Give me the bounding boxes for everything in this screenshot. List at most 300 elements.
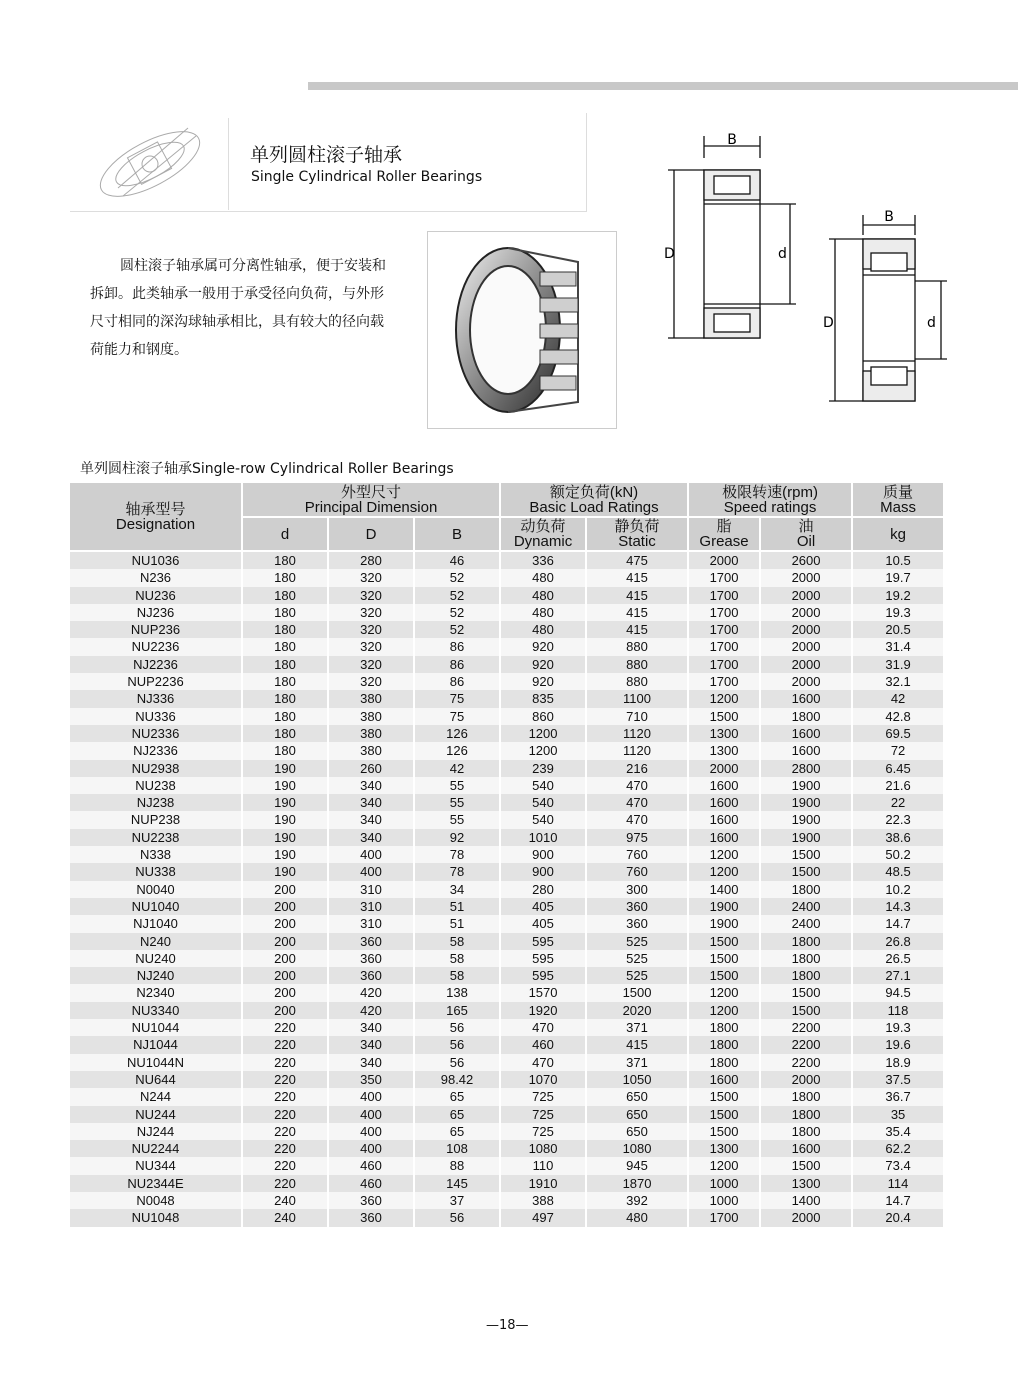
table-row [70, 1088, 944, 1105]
table-cell: 388 [500, 1192, 586, 1209]
table-cell: 1300 [688, 1140, 760, 1157]
table-cell: 371 [586, 1019, 688, 1036]
table-cell: 480 [500, 569, 586, 586]
table-cell: NJ2336 [70, 742, 242, 759]
table-cell: 200 [242, 933, 328, 950]
table-cell: 470 [586, 811, 688, 828]
table-row [70, 656, 944, 673]
table-cell: 1000 [688, 1175, 760, 1192]
table-cell: 310 [328, 898, 414, 915]
load-en: Basic Load Ratings [529, 498, 659, 516]
table-cell: 300 [586, 881, 688, 898]
table-cell: 1120 [586, 742, 688, 759]
table-cell: 420 [328, 984, 414, 1001]
table-cell: 200 [242, 881, 328, 898]
table-cell: 392 [586, 1192, 688, 1209]
table-cell: 595 [500, 967, 586, 984]
table-row [70, 1054, 944, 1071]
table-row [70, 604, 944, 621]
table-cell: 710 [586, 708, 688, 725]
table-cell: 340 [328, 811, 414, 828]
table-cell: 78 [414, 846, 500, 863]
table-cell: 14.3 [852, 898, 944, 915]
table-cell: 42.8 [852, 708, 944, 725]
table-cell: 180 [242, 551, 328, 569]
table-cell: 400 [328, 1140, 414, 1157]
table-cell: 42 [852, 690, 944, 707]
table-row [70, 950, 944, 967]
table-cell: 1500 [688, 1088, 760, 1105]
table-cell: 2200 [760, 1036, 852, 1053]
speed-en: Speed ratings [723, 498, 817, 516]
table-cell: 220 [242, 1140, 328, 1157]
table-cell: 1500 [760, 1002, 852, 1019]
table-cell: 51 [414, 915, 500, 932]
table-cell: 360 [328, 950, 414, 967]
bearing-sketch-icon [78, 118, 229, 210]
table-row [70, 621, 944, 638]
table-cell: 88 [414, 1157, 500, 1174]
table-cell: 1500 [688, 933, 760, 950]
table-cell: 126 [414, 742, 500, 759]
table-cell: 37 [414, 1192, 500, 1209]
table-cell: 1800 [760, 881, 852, 898]
table-cell: 220 [242, 1019, 328, 1036]
table-cell: 1080 [586, 1140, 688, 1157]
table-cell: 475 [586, 551, 688, 569]
table-cell: 42 [414, 760, 500, 777]
table-cell: 200 [242, 898, 328, 915]
table-cell: 200 [242, 950, 328, 967]
table-cell: 1500 [688, 950, 760, 967]
table-cell: 725 [500, 1088, 586, 1105]
table-cell: 1010 [500, 829, 586, 846]
table-title: 单列圆柱滚子轴承Single-row Cylindrical Roller Bearings [80, 461, 454, 477]
table-cell: 55 [414, 794, 500, 811]
table-cell: 240 [242, 1209, 328, 1226]
table-cell: 26.8 [852, 933, 944, 950]
table-cell: 1800 [688, 1036, 760, 1053]
table-row [70, 967, 944, 984]
table-cell: 1200 [500, 725, 586, 742]
oil-cn: 油 [798, 518, 814, 535]
table-cell: 2000 [688, 551, 760, 569]
table-cell: 19.3 [852, 604, 944, 621]
table-cell: 340 [328, 794, 414, 811]
table-cell: 350 [328, 1071, 414, 1088]
table-cell: NJ244 [70, 1123, 242, 1140]
table-cell: 420 [328, 1002, 414, 1019]
table-cell: 14.7 [852, 1192, 944, 1209]
table-cell: 38.6 [852, 829, 944, 846]
table-cell: NU2336 [70, 725, 242, 742]
table-row [70, 1140, 944, 1157]
table-cell: 1700 [688, 1209, 760, 1226]
table-cell: 480 [586, 1209, 688, 1226]
table-cell: 190 [242, 863, 328, 880]
table-cell: 1700 [688, 638, 760, 655]
table-cell: N0040 [70, 881, 242, 898]
table-cell: 920 [500, 638, 586, 655]
table-cell: 98.42 [414, 1071, 500, 1088]
label-inner-d: d [778, 246, 787, 262]
table-cell: 1600 [760, 690, 852, 707]
table-cell: 1700 [688, 569, 760, 586]
table-cell: 27.1 [852, 967, 944, 984]
mass-cn: 质量 [883, 483, 914, 501]
table-cell: 380 [328, 742, 414, 759]
table-cell: 1600 [688, 811, 760, 828]
table-row [70, 1157, 944, 1174]
table-cell: 200 [242, 1002, 328, 1019]
table-cell: 360 [328, 967, 414, 984]
table-cell: NU2344E [70, 1175, 242, 1192]
table-cell: 200 [242, 915, 328, 932]
table-cell: 320 [328, 621, 414, 638]
description [90, 252, 390, 364]
table-cell: 360 [328, 933, 414, 950]
col-oil [760, 517, 852, 551]
table-cell: 2000 [760, 1071, 852, 1088]
table-cell: 75 [414, 690, 500, 707]
table-cell: 110 [500, 1157, 586, 1174]
table-cell: 35.4 [852, 1123, 944, 1140]
table-cell: 1700 [688, 673, 760, 690]
table-cell: 460 [328, 1175, 414, 1192]
table-cell: 320 [328, 587, 414, 604]
table-cell: NU344 [70, 1157, 242, 1174]
table-cell: 415 [586, 587, 688, 604]
table-cell: 190 [242, 794, 328, 811]
table-cell: 340 [328, 1054, 414, 1071]
table-cell: 340 [328, 829, 414, 846]
table-cell: 75 [414, 708, 500, 725]
table-cell: 320 [328, 638, 414, 655]
table-cell: 320 [328, 604, 414, 621]
table-cell: 595 [500, 933, 586, 950]
table-cell: 360 [586, 915, 688, 932]
table-cell: 126 [414, 725, 500, 742]
table-cell: 1400 [760, 1192, 852, 1209]
table-cell: 1600 [688, 777, 760, 794]
table-cell: 880 [586, 638, 688, 655]
table-cell: 6.45 [852, 760, 944, 777]
table-row [70, 846, 944, 863]
table-cell: 1700 [688, 604, 760, 621]
table-row [70, 777, 944, 794]
table-cell: 190 [242, 829, 328, 846]
col-grease [688, 517, 760, 551]
table-cell: 920 [500, 673, 586, 690]
table-cell: 50.2 [852, 846, 944, 863]
table-cell: 2400 [760, 898, 852, 915]
table-row [70, 1192, 944, 1209]
table-cell: 190 [242, 811, 328, 828]
table-cell: 725 [500, 1123, 586, 1140]
table-cell: NU3340 [70, 1002, 242, 1019]
table-row [70, 915, 944, 932]
table-cell: 180 [242, 656, 328, 673]
table-cell: 320 [328, 656, 414, 673]
table-cell: 108 [414, 1140, 500, 1157]
table-cell: 14.7 [852, 915, 944, 932]
table-row [70, 725, 944, 742]
table-cell: 72 [852, 742, 944, 759]
table-cell: 20.4 [852, 1209, 944, 1226]
table-cell: 1800 [760, 1123, 852, 1140]
table-cell: NU244 [70, 1106, 242, 1123]
table-cell: 371 [586, 1054, 688, 1071]
table-row [70, 933, 944, 950]
table-cell: 1300 [760, 1175, 852, 1192]
table-row [70, 811, 944, 828]
table-row [70, 829, 944, 846]
table-cell: NU2236 [70, 638, 242, 655]
table-cell: 415 [586, 621, 688, 638]
designation-cn: 轴承型号 [125, 500, 186, 518]
grease-en: Grease [699, 533, 749, 550]
table-cell: NJ240 [70, 967, 242, 984]
table-cell: 180 [242, 742, 328, 759]
table-cell: 400 [328, 1106, 414, 1123]
table-row [70, 708, 944, 725]
table-cell: 19.3 [852, 1019, 944, 1036]
table-cell: 280 [500, 881, 586, 898]
table-cell: 220 [242, 1106, 328, 1123]
table-cell: 415 [586, 569, 688, 586]
label-outer-d-2: D [823, 315, 834, 331]
table-cell: 58 [414, 950, 500, 967]
table-cell: 165 [414, 1002, 500, 1019]
label-b: B [727, 132, 737, 148]
description-text: 圆柱滚子轴承属可分离性轴承，便于安装和拆卸。此类轴承一般用于承受径向负荷，与外形尺寸相同的深沟球轴承相比，具有较大的径向载荷能力和钢度。 [90, 258, 386, 358]
table-cell: 180 [242, 638, 328, 655]
table-cell: NU338 [70, 863, 242, 880]
table-cell: 1200 [688, 1002, 760, 1019]
table-cell: 86 [414, 656, 500, 673]
table-cell: NJ2236 [70, 656, 242, 673]
table-cell: 180 [242, 708, 328, 725]
table-cell: 2000 [760, 673, 852, 690]
table-cell: N236 [70, 569, 242, 586]
table-cell: 1400 [688, 881, 760, 898]
table-cell: N0048 [70, 1192, 242, 1209]
table-cell: 32.1 [852, 673, 944, 690]
table-cell: 26.5 [852, 950, 944, 967]
table-cell: 497 [500, 1209, 586, 1226]
designation-en: Designation [115, 515, 196, 533]
table-cell: 380 [328, 690, 414, 707]
table-cell: 1120 [586, 725, 688, 742]
table-cell: 1200 [688, 846, 760, 863]
table-row [70, 984, 944, 1001]
table-cell: 360 [328, 1192, 414, 1209]
table-cell: 1200 [688, 984, 760, 1001]
table-cell: 1900 [760, 794, 852, 811]
table-cell: 180 [242, 621, 328, 638]
speed-cn: 极限转速(rpm) [722, 483, 818, 501]
table-row [70, 863, 944, 880]
table-cell: 920 [500, 656, 586, 673]
table-cell: 190 [242, 777, 328, 794]
table-cell: 55 [414, 777, 500, 794]
table-cell: 1700 [688, 587, 760, 604]
table-cell: NJ1040 [70, 915, 242, 932]
table-cell: 220 [242, 1071, 328, 1088]
table-cell: 1870 [586, 1175, 688, 1192]
table-cell: 19.2 [852, 587, 944, 604]
table-cell: NJ238 [70, 794, 242, 811]
table-cell: 1100 [586, 690, 688, 707]
table-row [70, 1106, 944, 1123]
table-cell: NU236 [70, 587, 242, 604]
table-cell: NU240 [70, 950, 242, 967]
table-cell: 480 [500, 587, 586, 604]
table-cell: 1600 [688, 1071, 760, 1088]
table-cell: 55 [414, 811, 500, 828]
table-cell: 415 [586, 1036, 688, 1053]
table-cell: 1920 [500, 1002, 586, 1019]
table-cell: 190 [242, 846, 328, 863]
table-cell: 480 [500, 621, 586, 638]
table-cell: 340 [328, 777, 414, 794]
table-cell: 2000 [760, 638, 852, 655]
section-title-cn: 单列圆柱滚子轴承 [250, 144, 403, 166]
table-cell: 1900 [688, 898, 760, 915]
table-cell: 34 [414, 881, 500, 898]
table-cell: 540 [500, 794, 586, 811]
cross-section-drawing-nu [656, 128, 816, 348]
table-cell: 52 [414, 569, 500, 586]
table-cell: 650 [586, 1106, 688, 1123]
table-cell: 65 [414, 1088, 500, 1105]
page-number: —18— [486, 1318, 529, 1333]
table-cell: NU1044 [70, 1019, 242, 1036]
table-cell: 1500 [688, 1123, 760, 1140]
table-cell: 760 [586, 846, 688, 863]
table-cell: NU1048 [70, 1209, 242, 1226]
table-cell: 525 [586, 967, 688, 984]
table-cell: NJ1044 [70, 1036, 242, 1053]
table-cell: 480 [500, 604, 586, 621]
table-cell: 470 [586, 777, 688, 794]
table-cell: 1500 [688, 1106, 760, 1123]
table-cell: 1500 [760, 1157, 852, 1174]
table-cell: 18.9 [852, 1054, 944, 1071]
table-cell: 1600 [760, 742, 852, 759]
table-cell: NUP238 [70, 811, 242, 828]
table-cell: 36.7 [852, 1088, 944, 1105]
table-cell: 2000 [760, 621, 852, 638]
table-cell: 35 [852, 1106, 944, 1123]
table-cell: 900 [500, 846, 586, 863]
table-cell: 525 [586, 950, 688, 967]
table-cell: 22 [852, 794, 944, 811]
table-cell: 470 [586, 794, 688, 811]
col-kg: kg [852, 517, 944, 551]
table-cell: 460 [500, 1036, 586, 1053]
table-cell: 860 [500, 708, 586, 725]
table-cell: 1900 [760, 829, 852, 846]
table-row [70, 1209, 944, 1226]
table-cell: N240 [70, 933, 242, 950]
table-cell: 725 [500, 1106, 586, 1123]
table-cell: 470 [500, 1054, 586, 1071]
col-mass [852, 483, 944, 517]
table-cell: 180 [242, 725, 328, 742]
table-cell: 2000 [760, 569, 852, 586]
table-cell: 340 [328, 1019, 414, 1036]
load-cn: 额定负荷(kN) [549, 483, 639, 501]
mass-en: Mass [880, 498, 916, 516]
table-cell: 31.9 [852, 656, 944, 673]
table-cell: NU1036 [70, 551, 242, 569]
table-row [70, 690, 944, 707]
table-cell: 86 [414, 673, 500, 690]
table-row [70, 1175, 944, 1192]
table-cell: 200 [242, 984, 328, 1001]
dim-en: Principal Dimension [304, 498, 438, 516]
table-cell: 1600 [688, 829, 760, 846]
table-cell: 180 [242, 604, 328, 621]
table-cell: 400 [328, 863, 414, 880]
table-cell: 320 [328, 673, 414, 690]
table-cell: 1800 [688, 1019, 760, 1036]
table-cell: 58 [414, 967, 500, 984]
table-cell: 405 [500, 915, 586, 932]
table-cell: N244 [70, 1088, 242, 1105]
col-dynamic [500, 517, 586, 551]
table-cell: 2600 [760, 551, 852, 569]
col-d: d [242, 517, 328, 551]
table-cell: 2020 [586, 1002, 688, 1019]
table-cell: 240 [242, 1192, 328, 1209]
table-cell: 1500 [688, 708, 760, 725]
table-cell: 58 [414, 933, 500, 950]
table-cell: 216 [586, 760, 688, 777]
table-cell: 52 [414, 621, 500, 638]
grease-cn: 脂 [716, 518, 732, 535]
table-cell: 180 [242, 690, 328, 707]
table-cell: 56 [414, 1054, 500, 1071]
table-cell: 65 [414, 1123, 500, 1140]
table-cell: 1900 [760, 811, 852, 828]
table-cell: 650 [586, 1123, 688, 1140]
table-cell: 1700 [688, 656, 760, 673]
table-cell: 69.5 [852, 725, 944, 742]
table-row [70, 742, 944, 759]
cross-section-drawing-n [815, 205, 955, 410]
table-cell: 180 [242, 569, 328, 586]
table-cell: NU2238 [70, 829, 242, 846]
table-cell: 21.6 [852, 777, 944, 794]
static-cn: 静负荷 [614, 518, 660, 535]
table-cell: 10.5 [852, 551, 944, 569]
table-cell: 1800 [760, 950, 852, 967]
table-cell: 1600 [688, 794, 760, 811]
table-cell: NU2938 [70, 760, 242, 777]
table-cell: 310 [328, 881, 414, 898]
table-cell: 1500 [586, 984, 688, 1001]
table-row [70, 794, 944, 811]
table-cell: 86 [414, 638, 500, 655]
table-cell: 92 [414, 829, 500, 846]
table-cell: 10.2 [852, 881, 944, 898]
table-row [70, 1002, 944, 1019]
table-cell: 1900 [688, 915, 760, 932]
table-cell: NUP236 [70, 621, 242, 638]
table-cell: 405 [500, 898, 586, 915]
